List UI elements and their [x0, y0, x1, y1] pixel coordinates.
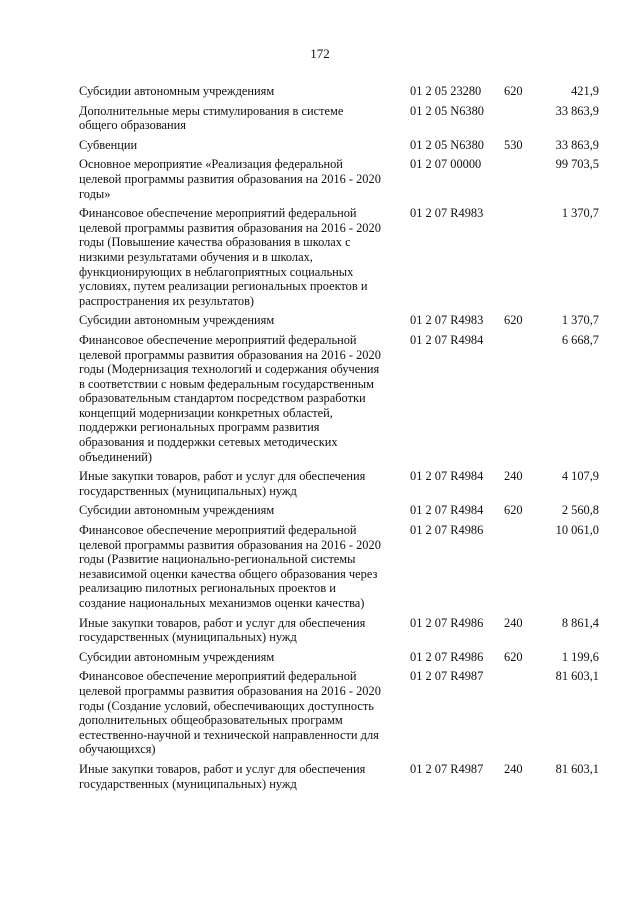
budget-table-body — [79, 84, 599, 796]
row-sum: 6 668,7 — [561, 332, 599, 347]
table-row — [79, 650, 599, 670]
page-number: 172 — [310, 46, 330, 61]
row-code: 01 2 07 R4986 — [410, 615, 484, 630]
row-sum: 4 107,9 — [561, 469, 599, 484]
row-sum: 1 370,7 — [561, 206, 599, 221]
row-code: 01 2 07 R4984 — [410, 503, 484, 518]
row-code: 01 2 07 R4987 — [410, 761, 484, 776]
row-expense-type: 620 — [504, 313, 523, 328]
table-row — [79, 469, 599, 503]
row-code: 01 2 07 00000 — [410, 157, 482, 172]
table-row — [79, 157, 599, 206]
row-code: 01 2 07 R4984 — [410, 332, 484, 347]
row-sum: 421,9 — [571, 84, 599, 98]
row-expense-type — [498, 104, 538, 138]
row-sum: 81 603,1 — [555, 761, 599, 776]
row-sum: 33 863,9 — [555, 137, 599, 152]
row-sum: 1 199,6 — [561, 649, 599, 664]
row-expense-type — [498, 669, 538, 762]
table-row — [79, 206, 599, 313]
row-code: 01 2 07 R4986 — [410, 523, 484, 538]
row-expense-type: 620 — [504, 84, 523, 98]
row-expense-type — [498, 157, 538, 206]
row-code: 01 2 07 R4983 — [410, 206, 484, 221]
row-code: 01 2 05 N6380 — [410, 137, 484, 152]
table-row — [79, 138, 599, 158]
table-row — [79, 313, 599, 333]
row-expense-type: 240 — [504, 761, 523, 776]
table-row — [79, 503, 599, 523]
row-expense-type: 530 — [504, 137, 523, 152]
row-code: 01 2 07 R4983 — [410, 313, 484, 328]
row-name: Субсидии автономным учреждениям — [79, 84, 275, 98]
table-row — [79, 104, 599, 138]
row-name: Дополнительные меры стимулирования в системе общего образования — [79, 103, 344, 133]
row-expense-type: 240 — [504, 469, 523, 484]
row-name: Субсидии автономным учреждениям — [79, 313, 275, 328]
table-row — [79, 523, 599, 616]
row-code: 01 2 07 R4986 — [410, 649, 484, 664]
row-name: Иные закупки товаров, работ и услуг для обеспечения государственных (муниципальных) нужд — [79, 615, 366, 645]
row-code: 01 2 07 R4987 — [410, 669, 484, 684]
row-code: 01 2 07 R4984 — [410, 469, 484, 484]
table-row — [79, 616, 599, 650]
row-expense-type — [498, 333, 538, 469]
row-name: Субсидии автономным учреждениям — [79, 503, 275, 518]
budget-table — [79, 84, 599, 796]
row-name: Финансовое обеспечение мероприятий федеральной целевой программы развития образования на 2016 - 2020 годы (Развитие национально-региональной системы независимой оценки качества общего образования через реализацию пилотных региональных проектов и создание национальных механизмов оценки качества) — [79, 523, 381, 610]
row-sum: 1 370,7 — [561, 313, 599, 328]
row-expense-type: 620 — [504, 649, 523, 664]
row-code: 01 2 05 N6380 — [410, 103, 484, 118]
row-sum: 33 863,9 — [555, 103, 599, 118]
row-name: Иные закупки товаров, работ и услуг для обеспечения государственных (муниципальных) нужд — [79, 761, 366, 791]
row-expense-type — [498, 206, 538, 313]
row-sum: 10 061,0 — [555, 523, 599, 538]
row-name: Финансовое обеспечение мероприятий федеральной целевой программы развития образования на 2016 - 2020 годы (Повышение качества образования в школах с низкими результатами обучения и в школах, функционирующих в неблагоприятных социальных условиях, путем реализации региональных проектов и распространения их результатов) — [79, 206, 381, 308]
row-name: Субсидии автономным учреждениям — [79, 649, 275, 664]
row-name: Иные закупки товаров, работ и услуг для обеспечения государственных (муниципальных) нужд — [79, 469, 366, 498]
row-sum: 99 703,5 — [555, 157, 599, 172]
row-sum: 2 560,8 — [561, 503, 599, 518]
table-row — [79, 84, 599, 104]
table-row — [79, 762, 599, 796]
row-expense-type: 620 — [504, 503, 523, 518]
row-sum: 81 603,1 — [555, 669, 599, 684]
row-sum: 8 861,4 — [561, 615, 599, 630]
row-name: Финансовое обеспечение мероприятий федеральной целевой программы развития образования на 2016 - 2020 годы (Модернизация технологий и содержания обучения в соответствии с новым федеральным государственным образовательным стандартом посредством разработки концепций модернизации конкретных областей, поддержки региональных программ развития образования и поддержки сетевых методических объединений) — [79, 332, 381, 464]
row-expense-type — [498, 523, 538, 616]
row-expense-type: 240 — [504, 615, 523, 630]
row-code: 01 2 05 23280 — [410, 84, 482, 98]
row-name: Финансовое обеспечение мероприятий федеральной целевой программы развития образования на 2016 - 2020 годы (Создание условий, обеспечивающих доступность дополнительных общеобразовательных программ естественно-научной и технической направленности для обучающихся) — [79, 669, 381, 757]
table-row — [79, 669, 599, 762]
table-row — [79, 333, 599, 469]
row-name: Основное мероприятие «Реализация федеральной целевой программы развития образования на 2016 - 2020 годы» — [79, 157, 381, 201]
row-name: Субвенции — [79, 137, 138, 152]
